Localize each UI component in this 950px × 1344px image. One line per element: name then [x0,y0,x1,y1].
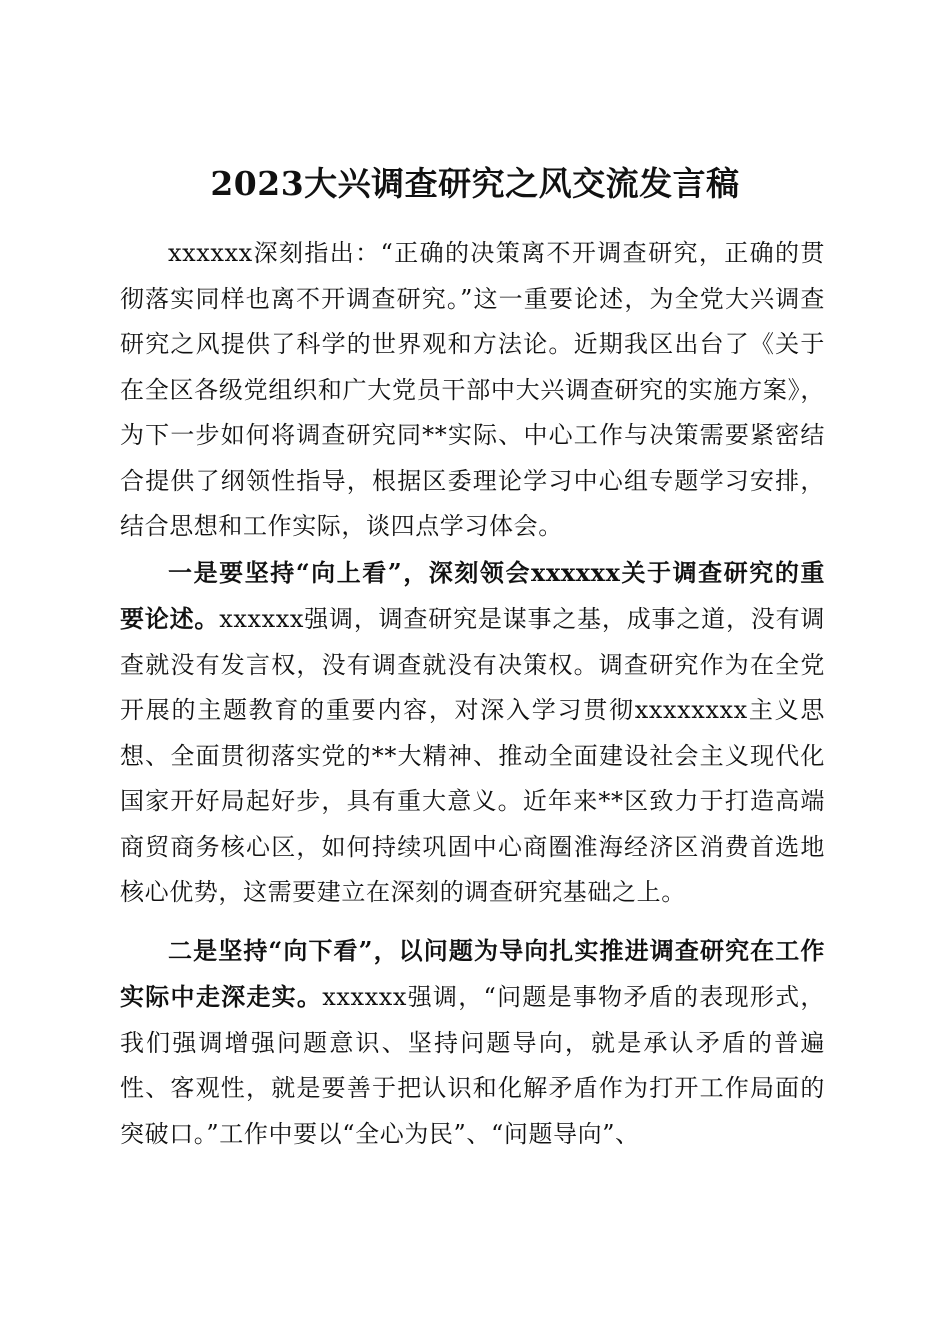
paragraph-point-one [120,550,825,916]
paragraph-text: xxxxxx强调，“问题是事物矛盾的表现形式，我们强调增强问题意识、坚持问题导向，就是承认矛盾的普遍性、客观性，就是要善于把认识和化解矛盾作为打开工作局面的突破口。”工作中要以“全心为民”、“问题导向”、 [120,983,825,1148]
paragraph-intro [120,230,825,550]
paragraph-text: xxxxxx强调，调查研究是谋事之基，成事之道，没有调查就没有发言权，没有调查就没有决策权。调查研究作为在全党开展的主题教育的重要内容，对深入学习贯彻xxxxxxxx主义思想、全面贯彻落实党的**大精神、推动全面建设社会主义现代化国家开好局起好步，具有重大意义。近年来**区致力于打造高端商贸商务核心区，如何持续巩固中心商圈淮海经济区消费首选地核心优势，这需要建立在深刻的调查研究基础之上。 [120,605,825,906]
paragraph-lead: 二是坚持“向下看”，以问题为导向扎实推进调查研究在工作实际中走深走实。 [120,935,825,1011]
document-body [120,230,825,1157]
paragraph-text: xxxxxx深刻指出：“正确的决策离不开调查研究，正确的贯彻落实同样也离不开调查研究。”这一重要论述，为全党大兴调查研究之风提供了科学的世界观和方法论。近期我区出台了《关于在全区各级党组织和广大党员干部中大兴调查研究的实施方案》，为下一步如何将调查研究同**实际、中心工作与决策需要紧密结合提供了纲领性指导，根据区委理论学习中心组专题学习安排，结合思想和工作实际，谈四点学习体会。 [120,239,825,540]
document-title: 2023大兴调查研究之风交流发言稿 [210,164,740,204]
paragraph-point-two [120,928,825,1158]
paragraph-lead: 一是要坚持“向上看”，深刻领会xxxxxx关于调查研究的重要论述。 [120,557,825,633]
